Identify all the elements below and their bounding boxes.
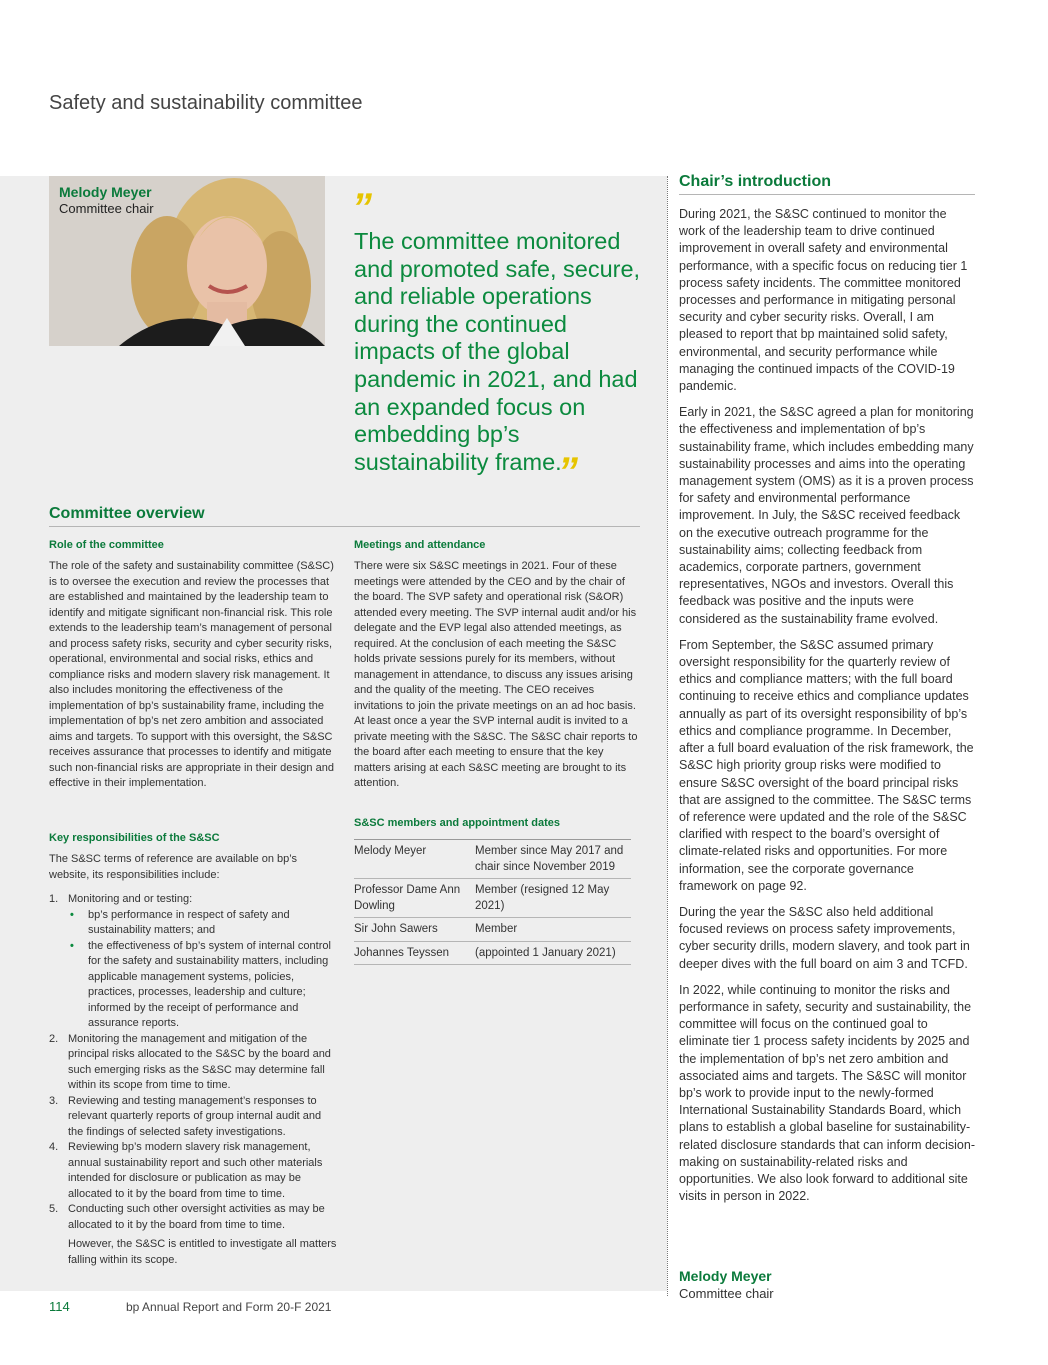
meetings-heading: Meetings and attendance [354,539,486,551]
pull-quote-text: The committee monitored and promoted safe, secure, and reliable operations during the continued impacts of the global pandemic in 2021, and had an expanded focus on embedding bp’s sustainability frame. [354,228,641,475]
bullet-icon: • [70,939,74,952]
responsibilities-list [49,892,339,1268]
bullet-icon: • [70,908,74,921]
members-heading: S&SC members and appointment dates [354,817,560,829]
list-item [49,1094,339,1141]
signature-role: Committee chair [679,1286,774,1301]
member-name: Johannes Teyssen [354,941,475,965]
chair-intro-paragraph: From September, the S&SC assumed primary oversight responsibility for the quarterly review of ethics and compliance matters; with the full board continuing to receive ethics and compliance updates annually as part of its oversight responsibility of bp’s ethics and compliance programme. In December, after a full board evaluation of the risk framework, the S&SC high priority group risks were modified to ensure S&SC oversight of the board principal risks that are assigned to the committee. The S&SC terms of reference were updated and the role of the S&SC clarified with respect to the board’s oversight of climate-related risks and opportunities. For more information, see the corporate governance framework on page 92. [679,637,974,893]
responsibilities-closing: However, the S&SC is entitled to investigate all matters falling within its scope. [68,1238,337,1266]
list-item [49,1202,339,1268]
member-name: Sir John Sawers [354,918,475,942]
column-divider [667,176,668,1296]
committee-overview-heading: Committee overview [49,505,205,522]
list-item [49,892,339,1032]
sub-list-item [68,939,339,1032]
chair-intro-divider [679,194,975,195]
chair-intro-body [679,206,975,1214]
chair-intro-paragraph: In 2022, while continuing to monitor the risks and performance in safety, security and sustainability, the committee will focus on the continued goal to eliminate tier 1 process safety incidents by 2025 and the implementation of bp’s net zero ambition and associated aims and targets. The S&SC will monitor bp’s work to provide input to the newly-formed International Sustainability Standards Board, which plans to establish a global baseline for sustainability-related disclosure standards that can inform decision-making on sustainability-related risks and opportunities. We also look forward to additional site visits in person in 2022. [679,982,975,1204]
chair-name: Melody Meyer [59,184,152,200]
list-item-number: 5. [49,1203,59,1215]
member-name: Professor Dame Ann Dowling [354,879,475,918]
page-title: Safety and sustainability committee [49,92,363,114]
role-text: The role of the safety and sustainability committee (S&SC) is to oversee the execution and review the processes that are established and maintained by the leadership team to identify and mitigate significant non-financial risk. This role extends to the leadership team’s management of personal and process safety risks, security and cyber security risks, operational, environmental and social risks, ethics and compliance risks and modern slavery risk management. It also includes monitoring the effectiveness of the implementation of bp’s sustainability frame, including the implementation of bp’s net zero ambition and associated aims and targets. To support with this oversight, the S&SC receives assurance that processes to identify and mitigate such non-financial risks are appropriate in their design and effective in their implementation. [49,560,334,789]
page-number: 114 [49,1299,70,1314]
list-item-text: Reviewing bp’s modern slavery risk management, annual sustainability report and such other materials intended for disclosure or publication as may be allocated to it by the board from time to time. [68,1141,323,1200]
list-item-text: Reviewing and testing management’s responses to relevant quarterly reports of group internal audit and the findings of selected safety investigations. [68,1094,322,1138]
close-quote-mark: ” [558,450,578,494]
pull-quote [354,228,644,476]
sub-list-item-text: bp’s performance in respect of safety and sustainability matters; and [88,908,290,936]
member-date: Member since May 2017 and chair since November 2019 [475,840,631,879]
chair-intro-paragraph: During the year the S&SC also held additional focused reviews on process safety improvements, cyber security drills, modern slavery, and took part in deeper dives with the full board on aim 3 and TCFD. [679,904,970,971]
overview-divider [49,526,640,527]
report-name: bp Annual Report and Form 20-F 2021 [126,1300,332,1314]
list-item-text: Monitoring and or testing: [68,893,193,905]
table-row [354,918,631,942]
member-name: Melody Meyer [354,840,475,879]
chair-intro-paragraph: During 2021, the S&SC continued to monitor the work of the leadership team to drive continued improvement in overall safety and environmental performance, with a specific focus on reducing tier 1 process safety incidents. The committee monitored processes and performance in mitigating personal security and cyber security risks. Overall, I am pleased to report that bp maintained solid safety, environmental, and security performance while managing the continued impacts of the COVID-19 pandemic. [679,207,968,394]
list-item-number: 1. [49,893,59,905]
role-heading: Role of the committee [49,539,164,551]
table-row [354,879,631,918]
responsibilities-intro: The S&SC terms of reference are available on bp’s website, its responsibilities include: [49,853,298,881]
responsibilities-heading: Key responsibilities of the S&SC [49,832,220,844]
chair-role: Committee chair [59,201,154,216]
sub-list [68,908,339,1032]
list-item-text: Monitoring the management and mitigation of the principal risks allocated to the S&SC by the board and such emerging risks as the S&SC may determine fall within its scope from time to time. [68,1032,331,1091]
table-row [354,840,631,879]
signature-name: Melody Meyer [679,1268,772,1284]
sub-list-item-text: the effectiveness of bp’s system of internal control for the safety and sustainability matters, including applicable management systems, policies, practices, processes, leadership and culture; informed by the receipt of performance and assurance reports. [88,939,331,1029]
meetings-text: There were six S&SC meetings in 2021. Four of these meetings were attended by the CEO and by the chair of the board. The SVP safety and operational risk (S&OR) attended every meeting. The SVP internal audit and/or his delegate and the EVP legal also attended meetings, as required. At the conclusion of each meeting the S&SC holds private sessions purely for its members, without management in attendance, to discuss any issues arising and the quality of the meeting. The CEO receives invitations to join the private meetings on an ad hoc basis. At least once a year the SVP internal audit is invited to a private meeting with the S&SC. The S&SC chair reports to the board after each meeting to ensure that the key matters arising at each S&SC meeting are brought to its attention. [354,560,638,789]
member-date: Member [475,918,631,942]
chair-intro-paragraph: Early in 2021, the S&SC agreed a plan for monitoring the effectiveness and implementation of bp’s sustainability frame, which includes embedding many sustainability processes and aims into the operating management system (OMS) as it is a proven process for safety and environmental performance improvement. In July, the S&SC received feedback on the executive outreach programme for the sustainability aims; collecting feedback from academics, corporate partners, government representatives, NGOs and investors. Overall this feedback was positive and the inputs were considered as the sustainability frame evolved. [679,405,974,626]
member-date: Member (resigned 12 May 2021) [475,879,631,918]
list-item-text: Conducting such other oversight activities as may be allocated to it by the board from time to time. [68,1203,325,1231]
list-item [49,1140,339,1202]
list-item-number: 4. [49,1141,59,1153]
list-item-number: 2. [49,1032,59,1045]
sub-list-item [68,908,339,939]
open-quote-mark: ” [352,186,372,230]
table-row [354,941,631,965]
list-item [49,1032,339,1094]
members-table [354,839,631,965]
chair-intro-heading: Chair’s introduction [679,173,831,190]
member-date: (appointed 1 January 2021) [475,941,631,965]
list-item-number: 3. [49,1094,59,1107]
